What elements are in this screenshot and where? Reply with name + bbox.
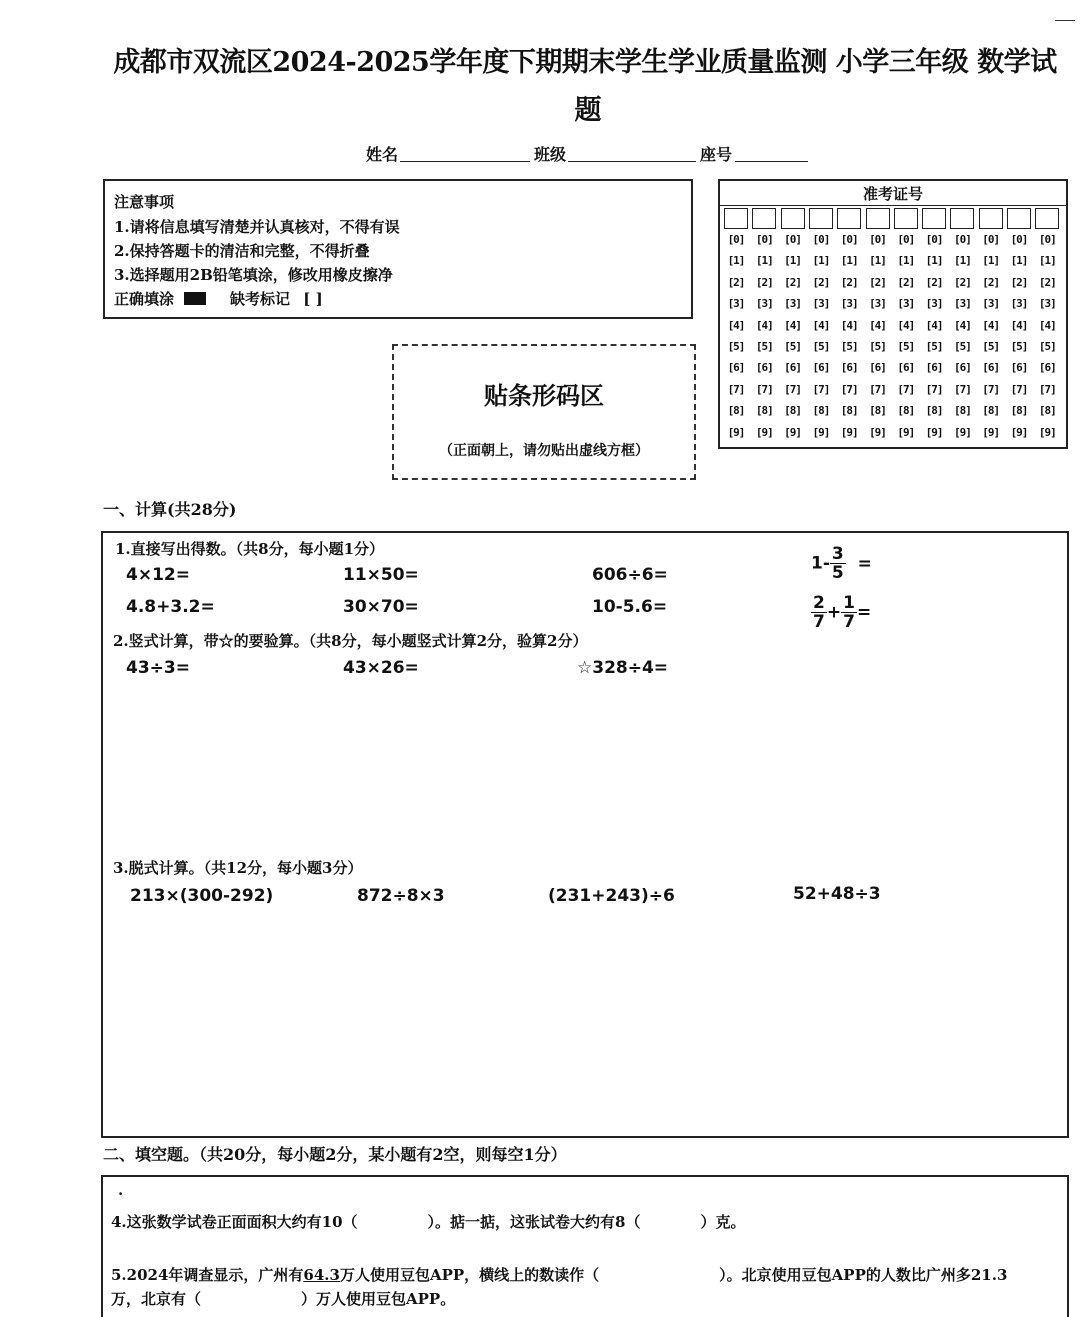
exam-digit-bubble[interactable]: [5] xyxy=(897,339,915,353)
section-heading: 一、计算(共28分) xyxy=(103,500,237,519)
exam-digit-bubble[interactable]: [6] xyxy=(982,361,1000,375)
exam-digit-bubble[interactable]: [7] xyxy=(812,382,830,396)
exam-digit-bubble[interactable]: [2] xyxy=(982,275,1000,289)
exam-digit-bubble[interactable]: [5] xyxy=(784,339,802,353)
exam-digit-box[interactable] xyxy=(837,208,861,229)
fraction xyxy=(811,594,827,631)
exam-digit-box[interactable] xyxy=(1007,208,1031,229)
exam-digit-bubble[interactable]: [0] xyxy=(1010,233,1028,246)
exam-digit-bubble[interactable]: [9] xyxy=(840,425,858,439)
exam-digit-bubble[interactable]: [0] xyxy=(953,233,971,246)
exam-digit-bubble[interactable]: [9] xyxy=(982,425,1000,439)
exam-digit-bubble[interactable]: [3] xyxy=(897,297,915,311)
calc-item: 213×(300-292) xyxy=(130,886,274,906)
stray-dot: · xyxy=(118,1185,124,1203)
exam-digit-bubble[interactable]: [4] xyxy=(840,318,858,332)
exam-digit-bubble[interactable]: [6] xyxy=(1038,361,1056,375)
exam-digit-column xyxy=(894,208,918,443)
notice-title: 注意事项 xyxy=(114,193,175,211)
exam-digit-box[interactable] xyxy=(979,208,1003,229)
exam-digit-bubble[interactable]: [8] xyxy=(755,404,773,418)
equals-sign: = xyxy=(857,553,872,574)
exam-digit-box[interactable] xyxy=(781,208,805,229)
exam-digit-bubble[interactable]: [9] xyxy=(812,425,830,439)
calc-item: 872÷8×3 xyxy=(357,886,445,906)
exam-digit-bubble[interactable]: [0] xyxy=(1038,233,1056,246)
exam-digit-bubble[interactable]: [4] xyxy=(982,318,1000,332)
exam-digit-bubble[interactable]: [7] xyxy=(784,382,802,396)
exam-digit-bubble[interactable]: [7] xyxy=(982,382,1000,396)
exam-digit-bubble[interactable]: [8] xyxy=(812,404,830,418)
exam-digit-bubble[interactable]: [5] xyxy=(925,339,943,353)
exam-digit-bubble[interactable]: [9] xyxy=(953,425,971,439)
calc-item: ☆328÷4= xyxy=(577,658,669,678)
exam-number-box xyxy=(718,179,1068,449)
exam-digit-box[interactable] xyxy=(866,208,890,229)
exam-digit-bubble[interactable]: [7] xyxy=(869,382,886,396)
exam-digit-bubble[interactable]: [4] xyxy=(897,318,915,332)
exam-digit-bubble[interactable]: [3] xyxy=(1038,297,1056,311)
exam-digit-bubble[interactable]: [1] xyxy=(982,254,1000,268)
denominator: 5 xyxy=(831,563,844,583)
calc-item: 43÷3= xyxy=(126,658,190,678)
exam-digit-bubble[interactable]: [6] xyxy=(727,361,745,375)
exam-digit-bubble[interactable]: [1] xyxy=(869,254,886,268)
question-5-text: 万，北京有（ xyxy=(111,1290,202,1308)
notice-item: 3.选择题用2B铅笔填涂，修改用橡皮擦净 xyxy=(114,266,393,284)
seat-field[interactable] xyxy=(735,161,808,162)
exam-digit-bubble[interactable]: [0] xyxy=(784,233,802,246)
calc-item: 30×70= xyxy=(343,597,419,617)
fill-example-row xyxy=(114,288,323,309)
exam-digit-bubble[interactable]: [7] xyxy=(1010,382,1028,396)
exam-digit-bubble[interactable]: [5] xyxy=(953,339,971,353)
equals-sign: = xyxy=(856,602,872,623)
exam-digit-bubble[interactable]: [8] xyxy=(1038,404,1056,418)
exam-digit-bubble[interactable]: [4] xyxy=(755,318,773,332)
exam-digit-bubble[interactable]: [9] xyxy=(897,425,915,439)
exam-digit-bubble[interactable]: [3] xyxy=(1010,297,1028,311)
exam-digit-bubble[interactable]: [9] xyxy=(784,425,802,439)
exam-digit-bubble[interactable]: [7] xyxy=(727,382,745,396)
exam-digit-column xyxy=(809,208,833,443)
calc-item: 43×26= xyxy=(343,658,419,678)
fraction-prefix: 1- xyxy=(811,553,830,574)
exam-digit-bubble[interactable]: [3] xyxy=(812,297,830,311)
exam-digit-bubble[interactable]: [4] xyxy=(812,318,830,332)
exam-digit-bubble[interactable]: [3] xyxy=(925,297,943,311)
exam-digit-bubble[interactable]: [6] xyxy=(784,361,802,375)
exam-digit-box[interactable] xyxy=(950,208,974,229)
exam-digit-bubble[interactable]: [7] xyxy=(953,382,971,396)
exam-digit-bubble[interactable]: [0] xyxy=(755,233,773,246)
exam-digit-bubble[interactable]: [2] xyxy=(953,275,971,289)
correct-fill-label: 正确填涂 xyxy=(114,290,175,308)
exam-digit-bubble[interactable]: [2] xyxy=(727,275,745,289)
exam-digit-bubble[interactable]: [1] xyxy=(840,254,858,268)
exam-digit-bubble[interactable]: [0] xyxy=(982,233,1000,246)
exam-digit-bubble[interactable]: [0] xyxy=(727,233,745,246)
calc-item: (231+243)÷6 xyxy=(548,886,675,906)
exam-digit-bubble[interactable]: [4] xyxy=(925,318,943,332)
exam-digit-bubble[interactable]: [1] xyxy=(727,254,745,268)
question-5-text: 万人使用豆包APP，横线上的数读作（ xyxy=(339,1266,600,1284)
exam-digit-bubble[interactable]: [5] xyxy=(869,339,886,353)
exam-digit-bubble[interactable]: [8] xyxy=(897,404,915,418)
exam-digit-box[interactable] xyxy=(809,208,833,229)
exam-digit-bubble[interactable]: [4] xyxy=(1038,318,1056,332)
barcode-title: 贴条形码区 xyxy=(484,381,604,410)
denominator: 7 xyxy=(813,612,825,632)
exam-digit-bubble[interactable]: [7] xyxy=(1038,382,1056,396)
exam-digit-bubble[interactable]: [6] xyxy=(755,361,773,375)
calculation-answer-area xyxy=(101,531,1069,1138)
exam-digit-bubble[interactable]: [9] xyxy=(869,425,886,439)
denominator: 7 xyxy=(843,612,855,632)
page-title: 成都市双流区2024-2025学年度下期期末学生学业质量监测 小学三年级 数学试 xyxy=(113,47,1057,78)
exam-digit-column xyxy=(752,208,776,443)
exam-digit-bubble[interactable]: [6] xyxy=(925,361,943,375)
exam-digit-box[interactable] xyxy=(752,208,776,229)
exam-digit-bubble[interactable]: [5] xyxy=(727,339,745,353)
question-4-text: ）。掂一掂，这张试卷大约有8（ xyxy=(427,1213,641,1231)
notice-box xyxy=(103,179,693,319)
question-4-text: 4.这张数学试卷正面面积大约有10（ xyxy=(111,1213,358,1231)
fraction xyxy=(841,594,857,631)
exam-digit-bubble[interactable]: [0] xyxy=(840,233,858,246)
exam-digit-bubble[interactable]: [8] xyxy=(982,404,1000,418)
exam-digit-bubble[interactable]: [1] xyxy=(1010,254,1028,268)
exam-digit-bubble[interactable]: [6] xyxy=(812,361,830,375)
exam-digit-bubble[interactable]: [0] xyxy=(812,233,830,246)
exam-title-divider xyxy=(720,205,1066,206)
question-2-title: 2.竖式计算，带☆的要验算。（共8分，每小题竖式计算2分，验算2分） xyxy=(113,632,588,650)
question-5 xyxy=(111,1264,1007,1285)
fill-in-answer-area xyxy=(101,1175,1069,1317)
exam-digit-bubble[interactable]: [6] xyxy=(1010,361,1028,375)
calc-item: 11×50= xyxy=(343,565,419,585)
exam-digit-column xyxy=(724,208,748,443)
question-4-text: ）克。 xyxy=(700,1213,746,1231)
class-label: 班级 xyxy=(534,145,567,164)
exam-digit-bubble[interactable]: [7] xyxy=(755,382,773,396)
class-field[interactable] xyxy=(568,161,696,162)
numerator: 1 xyxy=(843,593,855,613)
exam-digit-bubble[interactable]: [2] xyxy=(897,275,915,289)
notice-item: 2.保持答题卡的清洁和完整，不得折叠 xyxy=(114,242,370,260)
section-heading: 二、填空题。（共20分，每小题2分，某小题有2空，则每空1分） xyxy=(103,1145,567,1164)
question-1-title: 1.直接写出得数。（共8分，每小题1分） xyxy=(115,540,385,558)
calc-item: 4×12= xyxy=(126,565,190,585)
calc-item: 4.8+3.2= xyxy=(126,597,215,617)
exam-digit-bubble[interactable]: [6] xyxy=(869,361,886,375)
exam-digit-bubble[interactable]: [1] xyxy=(953,254,971,268)
exam-digit-bubble[interactable]: [7] xyxy=(840,382,858,396)
exam-digit-bubble[interactable]: [1] xyxy=(925,254,943,268)
exam-digit-column xyxy=(837,208,861,443)
exam-digit-bubble[interactable]: [1] xyxy=(755,254,773,268)
exam-digit-bubble[interactable]: [3] xyxy=(953,297,971,311)
calc-item: 606÷6= xyxy=(592,565,668,585)
exam-digit-bubble[interactable]: [1] xyxy=(1038,254,1056,268)
exam-digit-bubble[interactable]: [2] xyxy=(755,275,773,289)
exam-digit-box[interactable] xyxy=(894,208,918,229)
exam-number-title: 准考证号 xyxy=(862,185,923,203)
underlined-number: 64.3 xyxy=(303,1266,340,1284)
question-4 xyxy=(111,1211,746,1232)
exam-digit-box[interactable] xyxy=(724,208,748,229)
barcode-note: （正面朝上，请勿贴出虚线方框） xyxy=(439,443,649,459)
exam-digit-column xyxy=(1007,208,1031,443)
calc-item: 52+48÷3 xyxy=(793,884,881,904)
exam-digit-bubble[interactable]: [0] xyxy=(925,233,943,246)
exam-digit-bubble[interactable]: [3] xyxy=(755,297,773,311)
exam-digit-bubble[interactable]: [2] xyxy=(812,275,830,289)
calc-item: 10-5.6= xyxy=(592,597,668,617)
exam-digit-column xyxy=(950,208,974,443)
exam-digit-bubble[interactable]: [5] xyxy=(840,339,858,353)
exam-digit-bubble[interactable]: [3] xyxy=(784,297,802,311)
numerator: 3 xyxy=(831,544,844,564)
plus-sign: + xyxy=(826,602,842,623)
exam-digit-bubble[interactable]: [1] xyxy=(812,254,830,268)
exam-digit-column xyxy=(781,208,805,443)
exam-digit-column xyxy=(979,208,1003,443)
filled-mark-sample xyxy=(184,292,206,305)
exam-digit-bubble[interactable]: [8] xyxy=(840,404,858,418)
question-5-text: ）万人使用豆包APP。 xyxy=(301,1290,456,1308)
question-5-text: ）。北京使用豆包APP的人数比广州多21.3 xyxy=(719,1266,1008,1284)
exam-digit-box[interactable] xyxy=(1035,208,1059,229)
exam-digit-bubble[interactable]: [5] xyxy=(812,339,830,353)
exam-digit-box[interactable] xyxy=(922,208,946,229)
absent-checkbox[interactable]: [ ] xyxy=(303,290,323,308)
exam-digit-bubble[interactable]: [2] xyxy=(925,275,943,289)
exam-digit-bubble[interactable]: [3] xyxy=(982,297,1000,311)
exam-digit-column xyxy=(866,208,890,443)
absent-label: 缺考标记 xyxy=(230,290,291,308)
seat-label: 座号 xyxy=(700,145,733,164)
exam-digit-bubble[interactable]: [8] xyxy=(727,404,745,418)
exam-digit-bubble[interactable]: [8] xyxy=(925,404,943,418)
exam-digit-bubble[interactable]: [5] xyxy=(1010,339,1028,353)
fraction-item-1 xyxy=(811,545,872,582)
exam-digit-bubble[interactable]: [7] xyxy=(925,382,943,396)
exam-digit-bubble[interactable]: [0] xyxy=(869,233,886,246)
question-3-title: 3.脱式计算。（共12分，每小题3分） xyxy=(113,859,363,877)
exam-digit-bubble[interactable]: [9] xyxy=(1010,425,1028,439)
fraction xyxy=(830,545,846,582)
exam-digit-bubble[interactable]: [8] xyxy=(953,404,971,418)
exam-digit-bubble[interactable]: [4] xyxy=(784,318,802,332)
notice-item: 1.请将信息填写清楚并认真核对，不得有误 xyxy=(114,218,400,236)
exam-digit-bubble[interactable]: [3] xyxy=(869,297,886,311)
fraction-item-2 xyxy=(811,594,871,631)
exam-digit-bubble[interactable]: [4] xyxy=(953,318,971,332)
name-label: 姓名 xyxy=(366,145,399,164)
exam-digit-bubble[interactable]: [1] xyxy=(897,254,915,268)
exam-digit-bubble[interactable]: [3] xyxy=(840,297,858,311)
exam-digit-bubble[interactable]: [2] xyxy=(869,275,886,289)
exam-digit-bubble[interactable]: [2] xyxy=(784,275,802,289)
barcode-area xyxy=(392,344,696,480)
exam-digit-bubble[interactable]: [8] xyxy=(869,404,886,418)
exam-digit-bubble[interactable]: [4] xyxy=(727,318,745,332)
exam-digit-bubble[interactable]: [5] xyxy=(755,339,773,353)
exam-digit-bubble[interactable]: [3] xyxy=(727,297,745,311)
corner-mark xyxy=(1055,20,1075,21)
exam-digit-bubble[interactable]: [9] xyxy=(755,425,773,439)
question-5-text: 5.2024年调查显示，广州有 xyxy=(111,1266,304,1284)
exam-digit-column xyxy=(1035,208,1059,443)
question-5-continued xyxy=(111,1288,455,1309)
exam-digit-bubble[interactable]: [0] xyxy=(897,233,915,246)
exam-digit-bubble[interactable]: [2] xyxy=(1038,275,1056,289)
exam-digit-bubble[interactable]: [8] xyxy=(1010,404,1028,418)
exam-digit-bubble[interactable]: [6] xyxy=(953,361,971,375)
exam-digit-bubble[interactable]: [9] xyxy=(727,425,745,439)
exam-digit-bubble[interactable]: [4] xyxy=(1010,318,1028,332)
exam-digit-bubble[interactable]: [5] xyxy=(1038,339,1056,353)
exam-digit-bubble[interactable]: [2] xyxy=(840,275,858,289)
exam-digit-column xyxy=(922,208,946,443)
exam-digit-bubble[interactable]: [6] xyxy=(840,361,858,375)
numerator: 2 xyxy=(813,593,825,613)
exam-digit-bubble[interactable]: [6] xyxy=(897,361,915,375)
exam-digit-bubble[interactable]: [8] xyxy=(784,404,802,418)
exam-digit-bubble[interactable]: [5] xyxy=(982,339,1000,353)
exam-digit-bubble[interactable]: [1] xyxy=(784,254,802,268)
exam-digit-bubble[interactable]: [9] xyxy=(925,425,943,439)
exam-digit-bubble[interactable]: [9] xyxy=(1038,425,1056,439)
page-title-continued: 题 xyxy=(574,95,602,126)
exam-digit-bubble[interactable]: [2] xyxy=(1010,275,1028,289)
exam-digit-bubble[interactable]: [4] xyxy=(869,318,886,332)
exam-digit-bubble[interactable]: [7] xyxy=(897,382,915,396)
name-field[interactable] xyxy=(400,161,530,162)
